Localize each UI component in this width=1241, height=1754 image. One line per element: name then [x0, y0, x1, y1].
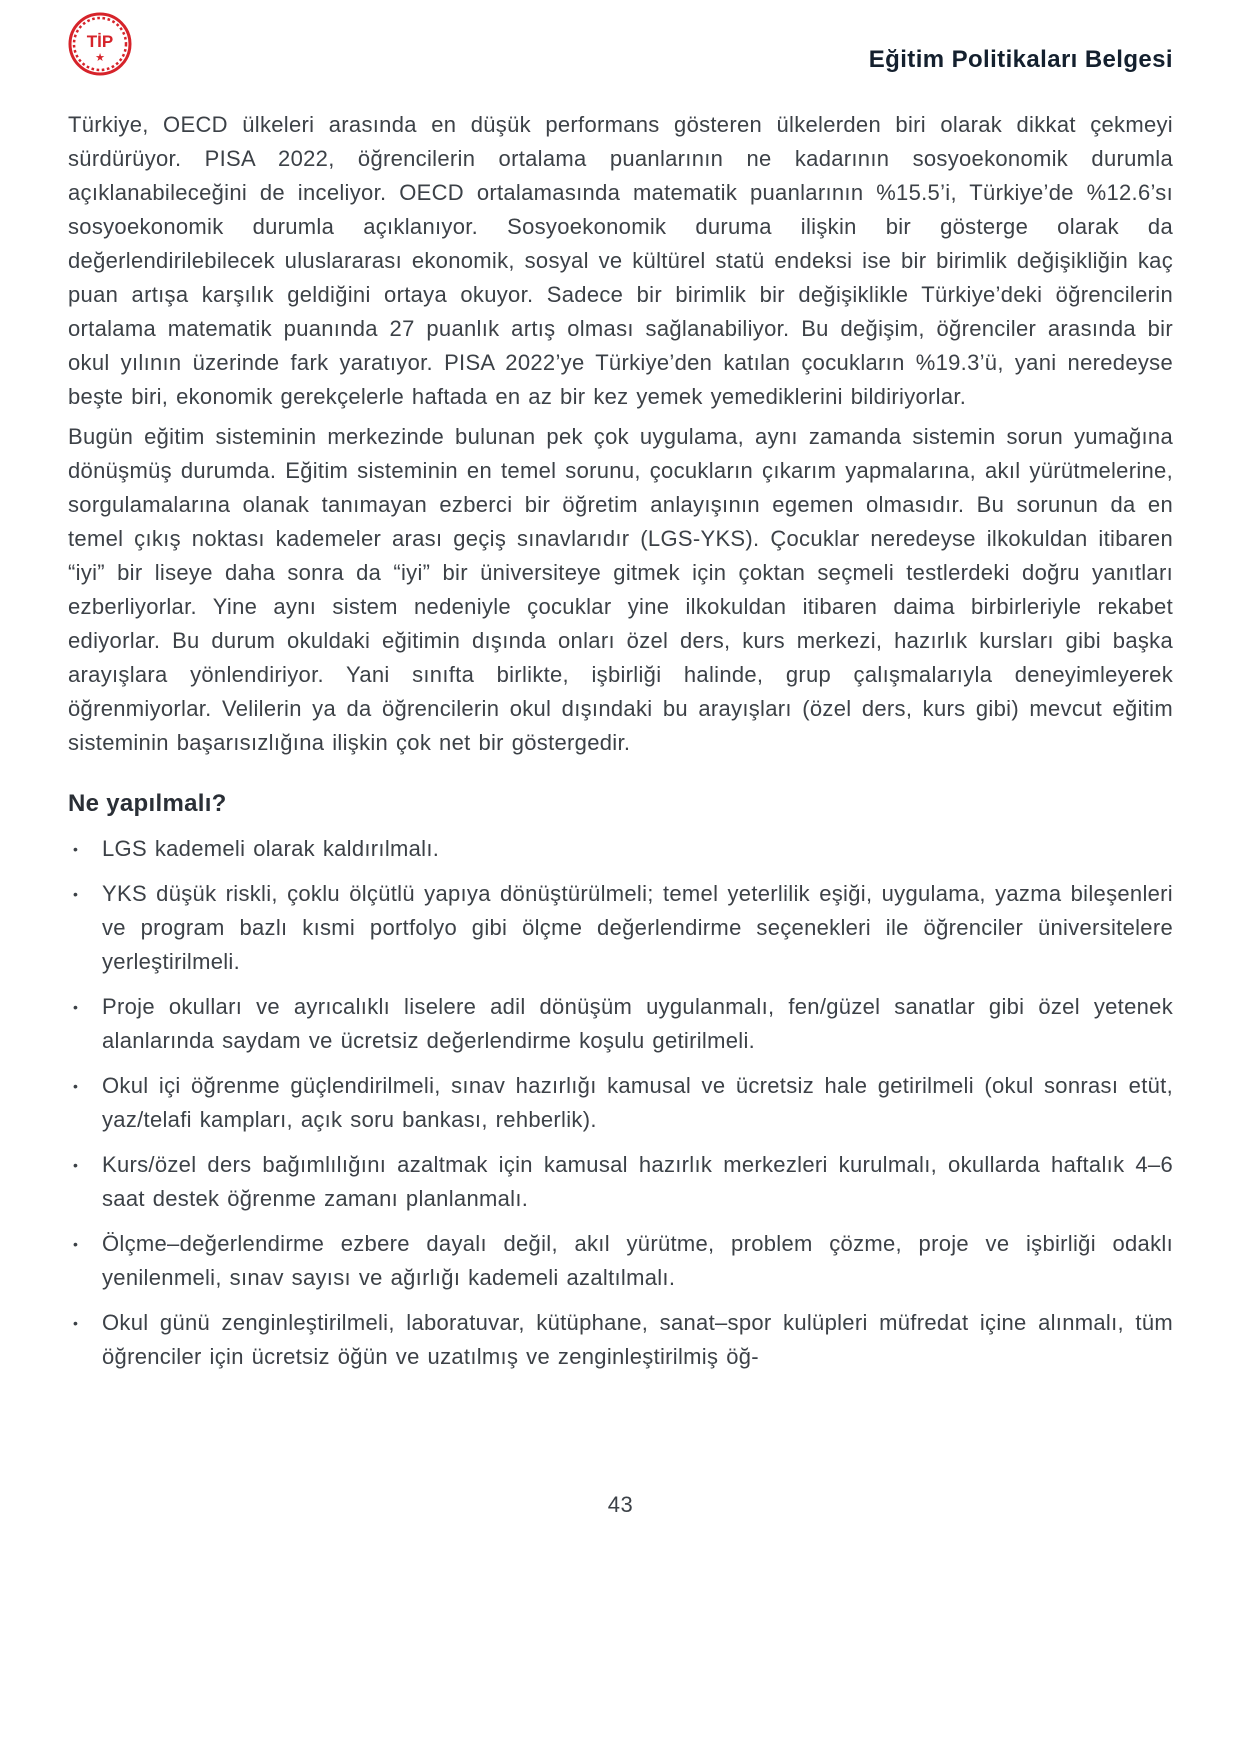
list-item: [68, 1148, 1173, 1216]
bullet-text: LGS kademeli olarak kaldırılmalı.: [102, 836, 440, 861]
list-item: [68, 1306, 1173, 1374]
bullet-text: Kurs/özel ders bağımlılığını azaltmak için kamusal hazırlık merkezleri kurulmalı, okullarda haftalık 4–6 saat destek öğrenme zamanı planlanmalı.: [102, 1152, 1173, 1211]
bullet-text: YKS düşük riskli, çoklu ölçütlü yapıya dönüştürülmeli; temel yeterlilik eşiği, uygulama, yazma bileşenleri ve program bazlı kısmi portfolyo gibi ölçme değerlendirme seçenekleri ile öğrenciler üniversitelere yerleştirilmeli.: [102, 881, 1173, 974]
logo-text: TİP: [86, 32, 114, 51]
bullet-marker-icon: •: [73, 1236, 78, 1252]
section-heading: Ne yapılmalı?: [68, 790, 227, 817]
page-header: [68, 0, 1173, 96]
bullet-marker-icon: •: [73, 1157, 78, 1173]
bullet-list: [68, 832, 1173, 1374]
bullet-marker-icon: •: [73, 1078, 78, 1094]
bullet-text: Ölçme–değerlendirme ezbere dayalı değil, akıl yürütme, problem çözme, proje ve işbirliği odaklı yenilenmeli, sınav sayısı ve ağırlığı kademeli azaltılmalı.: [102, 1231, 1173, 1290]
page-number: 43: [607, 1492, 634, 1517]
document-title: Eğitim Politikaları Belgesi: [868, 46, 1173, 73]
list-item: [68, 1227, 1173, 1295]
list-item: [68, 990, 1173, 1058]
bullet-marker-icon: •: [73, 886, 78, 902]
bullet-marker-icon: •: [73, 999, 78, 1015]
body-paragraph: Bugün eğitim sisteminin merkezinde bulunan pek çok uygulama, aynı zamanda sistemin sorun yumağına dönüşmüş durumda. Eğitim sisteminin en temel sorunu, çocukların çıkarım yapmalarına, akıl yürütmelerine, sorgulamalarına olanak tanımayan ezberci bir öğretim anlayışının egemen olmasıdır. Bu sorunun da en temel çıkış noktası kademeler arası geçiş sınavlarıdır (LGS-YKS). Çocuklar neredeyse ilkokuldan itibaren “iyi” bir liseye daha sonra da “iyi” bir üniversiteye gitmek için çoktan seçmeli testlerdeki doğru yanıtları ezberliyorlar. Yine aynı sistem nedeniyle çocuklar yine ilkokuldan itibaren daima birbirleriyle rekabet ediyorlar. Bu durum okuldaki eğitimin dışında onları özel ders, kurs merkezi, hazırlık kursları gibi başka arayışlara yönlendiriyor. Yani sınıfta birlikte, işbirliği halinde, grup çalışmalarıyla deneyimleyerek öğrenmiyorlar. Velilerin ya da öğrencilerin okul dışındaki bu arayışları (özel ders, kurs gibi) mevcut eğitim sisteminin başarısızlığına ilişkin çok net bir göstergedir.: [68, 424, 1173, 755]
list-item: [68, 832, 1173, 866]
list-item: [68, 1069, 1173, 1137]
bullet-text: Proje okulları ve ayrıcalıklı liselere adil dönüşüm uygulanmalı, fen/güzel sanatlar gibi özel yetenek alanlarında saydam ve ücretsiz değerlendirme koşulu getirilmeli.: [102, 994, 1173, 1053]
tip-party-logo-emblem: [68, 12, 132, 76]
tip-party-logo: [68, 12, 132, 76]
body-paragraph: Türkiye, OECD ülkeleri arasında en düşük performans gösteren ülkelerden biri olarak dikkat çekmeyi sürdürüyor. PISA 2022, öğrencilerin ortalama puanlarının ne kadarının sosyoekonomik durumla açıklanabileceğini de inceliyor. OECD ortalamasında matematik puanlarının %15.5’i, Türkiye’de %12.6’sı sosyoekonomik durumla açıklanıyor. Sosyoekonomik duruma ilişkin bir gösterge olarak da değerlendirilebilecek uluslararası ekonomik, sosyal ve kültürel statü endeksi ise bir birimlik değişikliğin kaç puan artışa karşılık geldiğini ortaya okuyor. Sadece bir birimlik bir değişiklikle Türkiye’deki öğrencilerin ortalama matematik puanında 27 puanlık artış olması sağlanabiliyor. Bu değişim, öğrenciler arasında bir okul yılının üzerinde fark yaratıyor. PISA 2022’ye Türkiye’den katılan çocukların %19.3’ü, yani neredeyse beşte biri, ekonomik gerekçelerle haftada en az bir kez yemek yemediklerini bildiriyorlar.: [68, 112, 1173, 409]
list-item: [68, 877, 1173, 979]
bullet-marker-icon: •: [73, 1315, 78, 1331]
page-footer: [0, 1492, 1241, 1518]
bullet-text: Okul içi öğrenme güçlendirilmeli, sınav hazırlığı kamusal ve ücretsiz hale getirilmeli (okul sonrası etüt, yaz/telafi kampları, açık soru bankası, rehberlik).: [102, 1073, 1173, 1132]
bullet-text: Okul günü zenginleştirilmeli, laboratuvar, kütüphane, sanat–spor kulüpleri müfredat içine alınmalı, tüm öğrenciler için ücretsiz öğün ve uzatılmış ve zenginleştirilmiş öğ-: [102, 1310, 1173, 1369]
bullet-marker-icon: •: [73, 841, 78, 857]
page-content: [68, 108, 1173, 1374]
logo-star-icon: ★: [95, 52, 105, 64]
